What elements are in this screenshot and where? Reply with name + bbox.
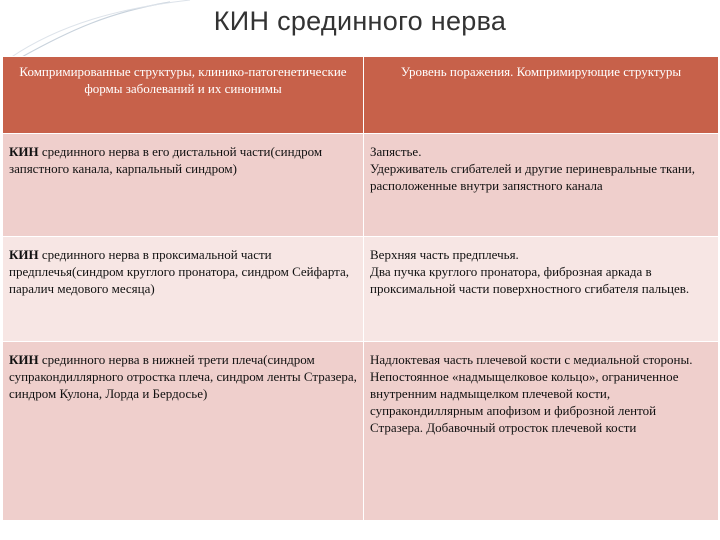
table-header-row — [3, 57, 719, 134]
table-row — [3, 134, 719, 237]
page-title: КИН срединного нерва — [213, 6, 507, 36]
cell-structure — [3, 237, 364, 342]
cell-level: Надлоктевая часть плечевой кости с медиальной стороны. Непостоянное «надмыщелковое кольцо», ограниченное внутренним надмыщелком плечевой кости, супракондиллярным апофизом и фиброзной лентой Стразера. Добавочный отросток плечевой кости — [364, 342, 719, 521]
table-row — [3, 342, 719, 521]
cell-level: Верхняя часть предплечья. Два пучка круглого пронатора, фиброзная аркада в проксимальной части поверхностного сгибателя пальцев. — [364, 237, 719, 342]
cell-keyword: КИН — [9, 247, 39, 262]
table-row — [3, 237, 719, 342]
header-lesion-level: Уровень поражения. Компримирующие структуры — [364, 57, 719, 134]
cell-keyword: КИН — [9, 144, 39, 159]
cell-text: срединного нерва в нижней трети плеча(синдром супракондиллярного отростка плеча, синдром ленты Стразера, синдром Кулона, Лорда и Бердосье) — [9, 352, 357, 401]
nerve-compression-table — [2, 56, 719, 521]
cell-text: срединного нерва в его дистальной части(синдром запястного канала, карпальный синдром) — [9, 144, 323, 176]
cell-level: Запястье. Удерживатель сгибателей и другие периневральные ткани, расположенные внутри запястного канала — [364, 134, 719, 237]
cell-keyword: КИН — [9, 352, 39, 367]
cell-text: срединного нерва в проксимальной части предплечья(синдром круглого пронатора, синдром Сейфарта, паралич медового месяца) — [9, 247, 350, 296]
cell-structure — [3, 134, 364, 237]
header-structures: Компримированные структуры, клинико-патогенетические формы заболеваний и их синонимы — [3, 57, 364, 134]
cell-structure — [3, 342, 364, 521]
